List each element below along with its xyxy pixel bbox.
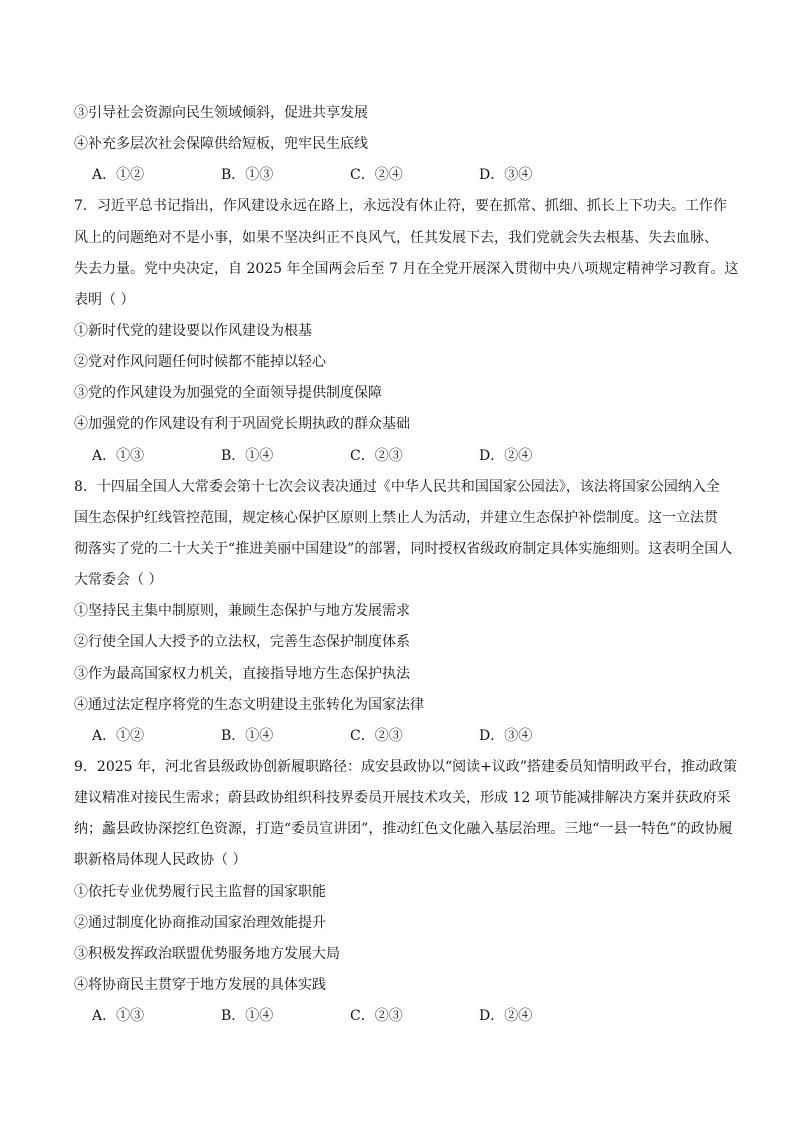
q9-stem-line-1: 9．2025 年，河北省县级政协创新履职路径：成安县政协以“阅读+议政”搭建委员知情明政平台，推动政策 <box>74 759 738 775</box>
q7-item-3: ③党的作风建设为加强党的全面领导提供制度保障 <box>74 385 382 401</box>
q8-item-3: ③作为最高国家权力机关，直接指导地方生态保护执法 <box>74 666 410 682</box>
q8-stem-line-4: 大常委会（ ） <box>74 572 163 588</box>
q6-item-4: ④补充多层次社会保障供给短板，兜牢民生底线 <box>74 136 368 152</box>
q8-item-2: ②行使全国人大授予的立法权，完善生态保护制度体系 <box>74 634 410 650</box>
q9-item-3: ③积极发挥政治联盟优势服务地方发展大局 <box>74 946 340 962</box>
q9-option-b: B．①④ <box>221 1008 274 1024</box>
q8-item-1: ①坚持民主集中制原则，兼顾生态保护与地方发展需求 <box>74 603 410 619</box>
q9-stem-line-4: 职新格局体现人民政协（ ） <box>74 852 247 868</box>
q9-item-1: ①依托专业优势履行民主监督的国家职能 <box>74 884 326 900</box>
q7-stem-line-1: 7．习近平总书记指出，作风建设永远在路上，永远没有休止符，要在抓常、抓细、抓长上下功夫。工作作 <box>74 198 727 214</box>
q7-item-1: ①新时代党的建设要以作风建设为根基 <box>74 323 312 339</box>
q7-option-a: A．①③ <box>92 448 145 464</box>
q6-option-b: B．①③ <box>221 167 274 183</box>
q7-item-4: ④加强党的作风建设有利于巩固党长期执政的群众基础 <box>74 416 410 432</box>
q9-item-4: ④将协商民主贯穿于地方发展的具体实践 <box>74 977 326 993</box>
q6-option-c: C．②④ <box>350 167 403 183</box>
q7-option-c: C．②③ <box>350 448 403 464</box>
q7-option-b: B．①④ <box>221 448 274 464</box>
q6-option-a: A．①② <box>92 167 145 183</box>
q8-stem-line-1: 8．十四届全国人大常委会第十七次会议表决通过《中华人民共和国国家公园法》，该法将国家公园纳入全 <box>74 479 720 495</box>
q6-option-d: D．③④ <box>479 167 533 183</box>
q8-stem-line-2: 国生态保护红线管控范围，规定核心保护区原则上禁止人为活动，并建立生态保护补偿制度。这一立法贯 <box>74 510 718 526</box>
q8-options <box>92 726 532 746</box>
q8-option-c: C．②③ <box>350 728 403 744</box>
q7-item-2: ②党对作风问题任何时候都不能掉以轻心 <box>74 354 326 370</box>
q7-options <box>92 446 532 466</box>
q8-item-4: ④通过法定程序将党的生态文明建设主张转化为国家法律 <box>74 697 424 713</box>
q9-stem-line-2: 建议精准对接民生需求；蔚县政协组织科技界委员开展技术攻关，形成 12 项节能减排解决方案并获政府采 <box>74 790 731 806</box>
q6-item-3: ③引导社会资源向民生领域倾斜，促进共享发展 <box>74 105 368 121</box>
q7-stem-line-2: 风上的问题绝对不是小事，如果不坚决纠正不良风气，任其发展下去，我们党就会失去根基、失去血脉、 <box>74 230 718 246</box>
q9-option-a: A．①③ <box>92 1008 145 1024</box>
q9-stem-line-3: 纳；蠡县政协深挖红色资源，打造“委员宣讲团”，推动红色文化融入基层治理。三地“一县一特色”的政协履 <box>74 821 733 837</box>
q9-item-2: ②通过制度化协商推动国家治理效能提升 <box>74 915 326 931</box>
q8-stem-line-3: 彻落实了党的二十大关于“推进美丽中国建设”的部署，同时授权省级政府制定具体实施细则。这表明全国人 <box>74 541 733 557</box>
q7-stem-line-4: 表明（ ） <box>74 292 135 308</box>
q9-options <box>92 1006 532 1026</box>
q7-stem-line-3: 失去力量。党中央决定，自 2025 年全国两会后至 7 月在全党开展深入贯彻中央八项规定精神学习教育。这 <box>74 261 739 277</box>
q7-option-d: D．②④ <box>479 448 533 464</box>
q8-option-a: A．①② <box>92 728 145 744</box>
q9-option-d: D．②④ <box>479 1008 533 1024</box>
q6-options <box>92 165 532 185</box>
q8-option-d: D．③④ <box>479 728 533 744</box>
q8-option-b: B．①④ <box>221 728 274 744</box>
q9-option-c: C．②③ <box>350 1008 403 1024</box>
